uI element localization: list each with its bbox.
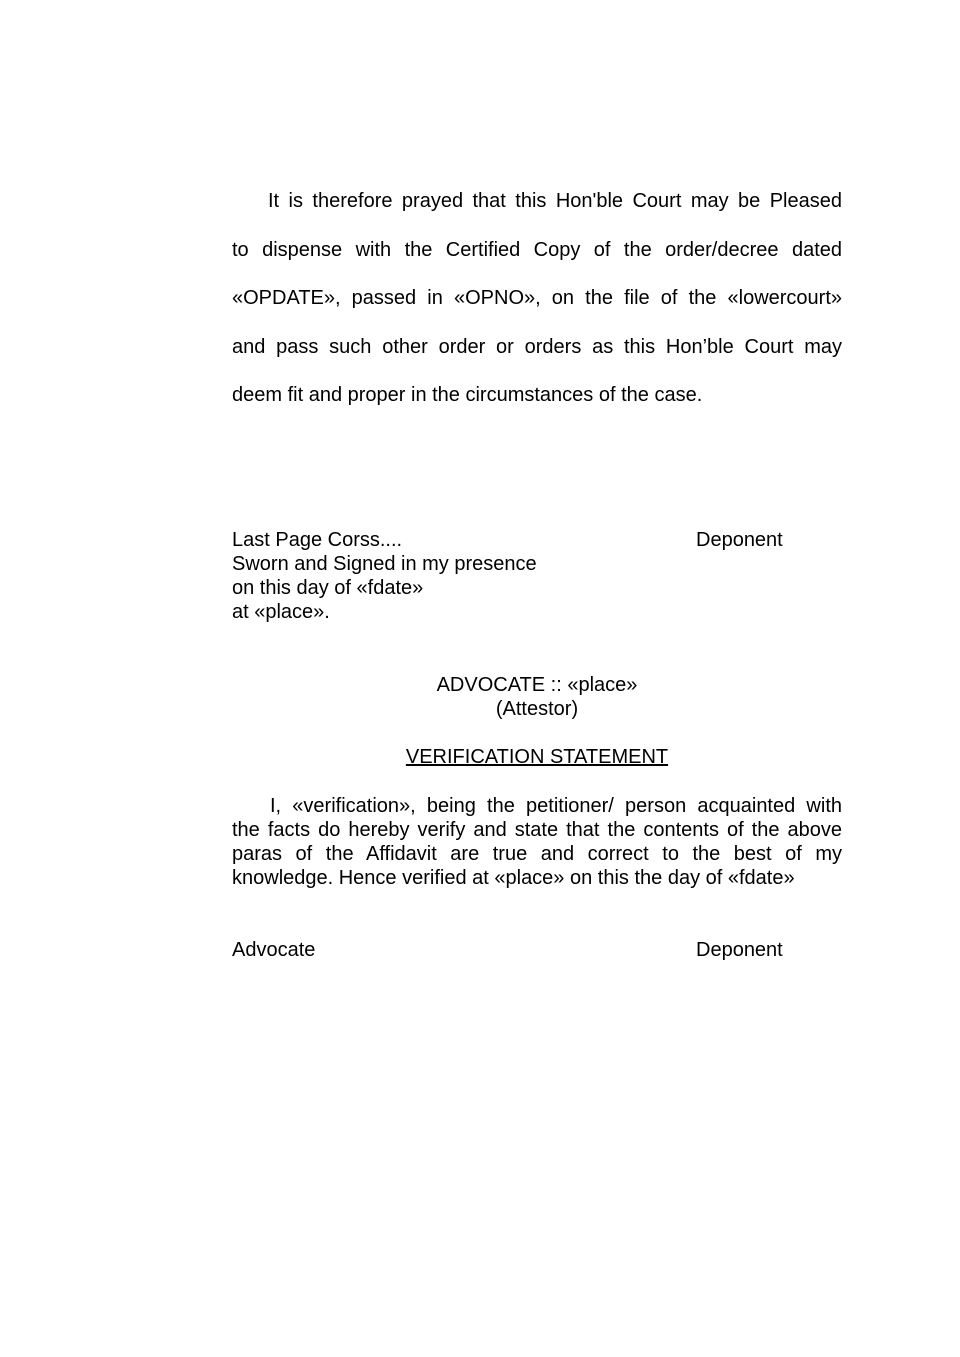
sworn-text: Sworn and Signed in my presence (232, 553, 537, 575)
verification-heading: VERIFICATION STATEMENT (405, 746, 669, 768)
attestor-line: (Attestor) (495, 698, 579, 720)
prayer-line-2: to dispense with the Certified Copy of the order/decree dated (232, 239, 842, 261)
last-page-text: Last Page Corss.... (232, 529, 403, 551)
prayer-line-3: «OPDATE», passed in «OPNO», on the file of the «lowercourt» (232, 287, 842, 309)
verification-line-2: the facts do hereby verify and state that the contents of the above (232, 819, 842, 841)
deponent-label-top: Deponent (696, 529, 783, 551)
day-text: on this day of «fdate» (232, 577, 424, 599)
prayer-line-1: It is therefore prayed that this Hon'ble Court may be Pleased (268, 190, 842, 212)
prayer-line-4: and pass such other order or orders as this Hon’ble Court may (232, 336, 842, 358)
place-text: at «place». (232, 601, 330, 623)
prayer-line-5: deem fit and proper in the circumstances of the case. (232, 384, 703, 406)
verification-line-4: knowledge. Hence verified at «place» on this the day of «fdate» (232, 867, 795, 889)
sworn-block (232, 528, 537, 624)
advocate-label: Advocate (232, 939, 316, 961)
deponent-label-bottom: Deponent (696, 939, 783, 961)
advocate-place-line: ADVOCATE :: «place» (436, 674, 638, 696)
verification-line-1: I, «verification», being the petitioner/ person acquainted with (270, 795, 842, 817)
verification-line-3: paras of the Affidavit are true and correct to the best of my (232, 843, 842, 865)
